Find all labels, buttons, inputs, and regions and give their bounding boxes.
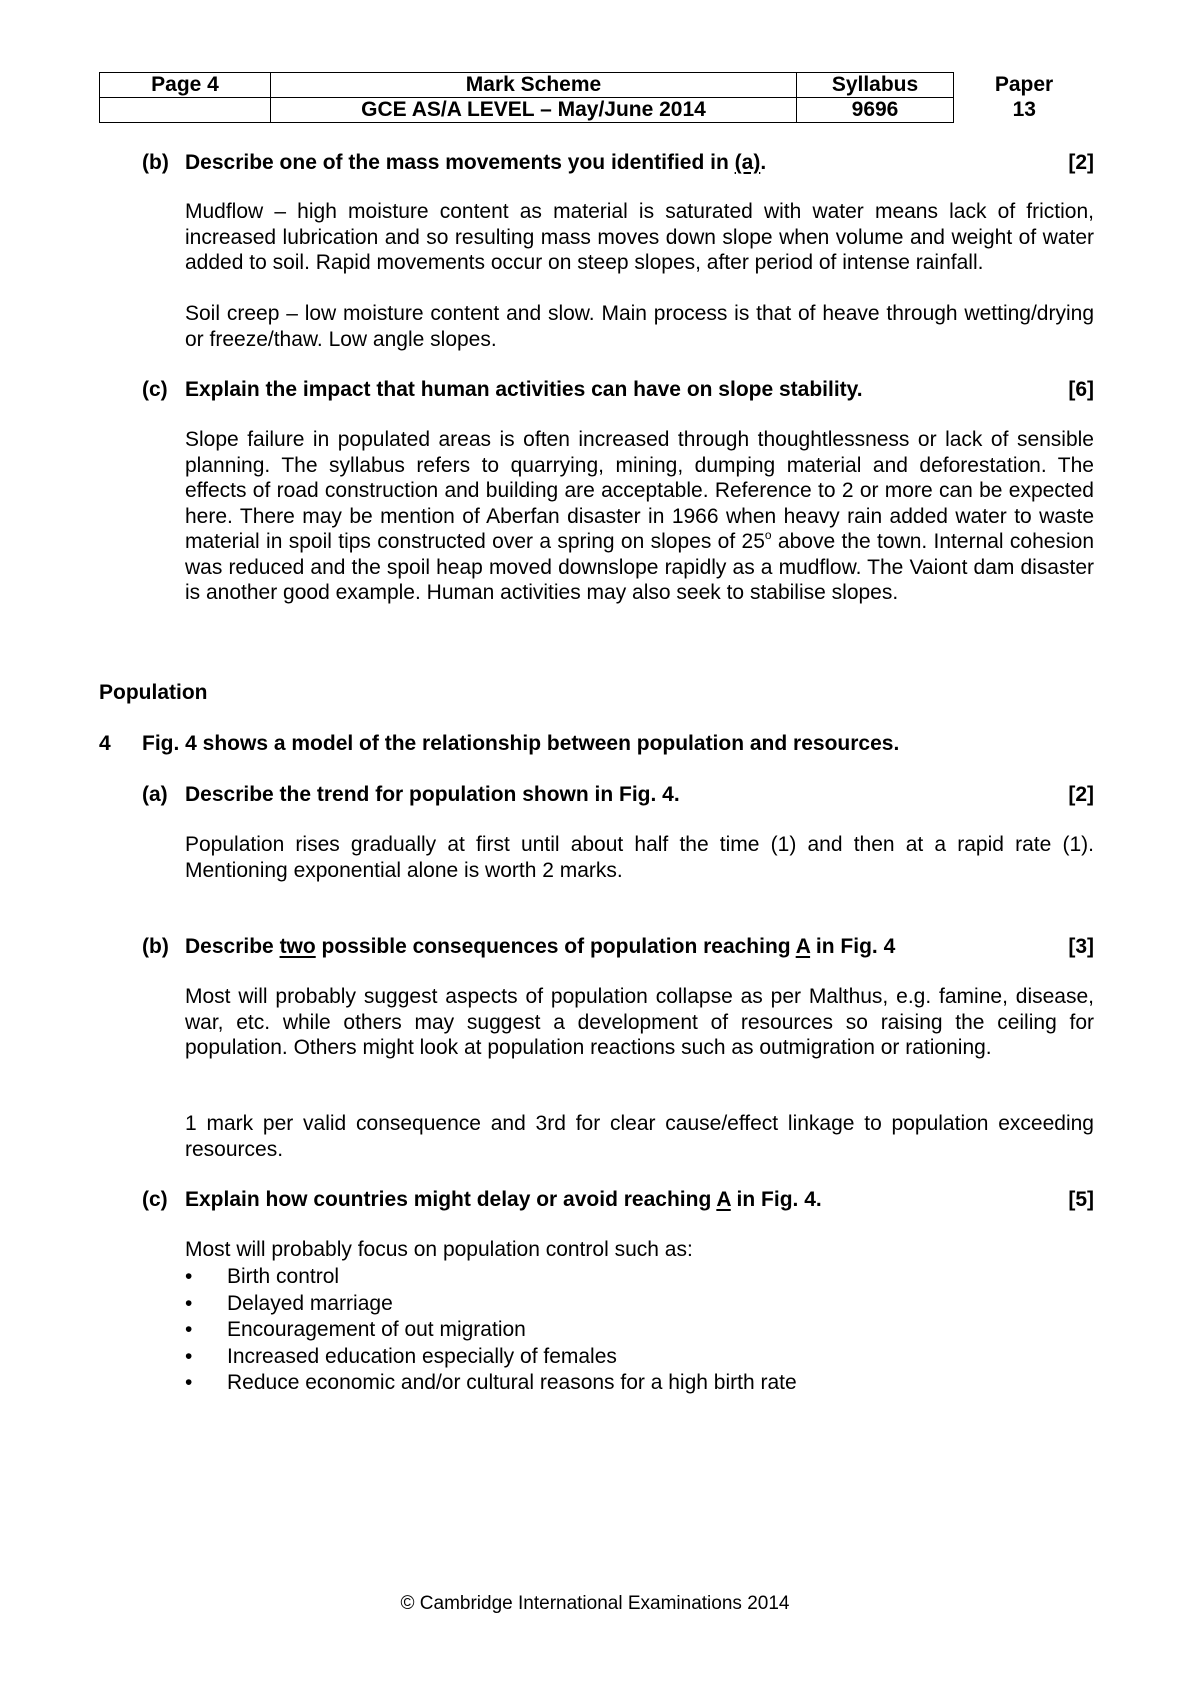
page-label: Page 4	[100, 73, 271, 98]
list-item: • Delayed marriage	[185, 1291, 797, 1318]
paper-number: 13	[1012, 98, 1036, 121]
q3c-label: (c)	[142, 378, 168, 401]
q4b-answer-consequences: Most will probably suggest aspects of population collapse as per Malthus, e.g. famine, disease, war, etc. while others may suggest a development of resources so raising the ceiling for population. Others might look at population reactions such as outmigration or rationing.	[185, 985, 1094, 1059]
q3b-question-post: .	[760, 151, 767, 174]
q3b-answer-mudflow: Mudflow – high moisture content as material is saturated with water means lack of friction, increased lubrication and so resulting mass moves down slope when volume and weight of water added to soil. Rapid movements occur on steep slopes, after period of intense rainfall.	[185, 200, 1094, 274]
q4c-label: (c)	[142, 1188, 168, 1211]
q4b-marks: [3]	[1068, 935, 1094, 958]
list-item: • Encouragement of out migration	[185, 1317, 797, 1344]
q4a-question: Describe the trend for population shown in Fig. 4.	[185, 783, 680, 806]
q3b-question	[185, 150, 766, 175]
q3b-marks: [2]	[1068, 151, 1094, 174]
exam-title: GCE AS/A LEVEL – May/June 2014	[271, 98, 797, 123]
header-table	[99, 72, 1095, 123]
copyright-footer: © Cambridge International Examinations 2014	[400, 1593, 790, 1614]
q4a-label: (a)	[142, 783, 168, 806]
q3c-answer-part1: Slope failure in populated areas is often increased through thoughtlessness or lack of sensible planning. The syllabus refers to quarrying, mining, dumping material and deforestation. The effects of road construction and building are acceptable. Reference to 2 or more can be expected here. There may be mention of Aberfan disaster in 1966 when heavy rain added water to waste material in spoil tips constructed over a spring on slopes of 25	[185, 428, 1094, 553]
q4b-question-a: A	[795, 935, 811, 958]
syllabus-label: Syllabus	[797, 73, 954, 98]
q3b-label: (b)	[142, 151, 169, 174]
q3c-answer	[185, 427, 1094, 606]
list-item: • Increased education especially of females	[185, 1344, 797, 1371]
q3b-question-pre: Describe one of the mass movements you identified in	[185, 151, 735, 174]
q4c-question	[185, 1187, 822, 1212]
q4c-question-a: A	[716, 1188, 731, 1211]
syllabus-code: 9696	[797, 98, 954, 123]
q4c-answer-intro: Most will probably focus on population control such as:	[185, 1238, 693, 1261]
q4c-bullet-list	[185, 1264, 797, 1397]
q3c-marks: [6]	[1068, 378, 1094, 401]
q4a-marks: [2]	[1068, 783, 1094, 806]
q4-stem: Fig. 4 shows a model of the relationship between population and resources.	[142, 732, 900, 755]
q4b-question	[185, 934, 895, 959]
q4b-question-post: in Fig. 4	[810, 935, 896, 958]
q4b-question-two: two	[279, 935, 316, 958]
q3c-question: Explain the impact that human activities can have on slope stability.	[185, 378, 863, 401]
q3b-question-ref: (a)	[734, 151, 761, 174]
paper-label: Paper	[994, 73, 1054, 96]
q4b-question-mid: possible consequences of population reaching	[315, 935, 796, 958]
header-empty-cell	[100, 98, 271, 123]
doc-title: Mark Scheme	[271, 73, 797, 98]
q4b-question-pre: Describe	[185, 935, 280, 958]
q3b-answer-soil-creep: Soil creep – low moisture content and slow. Main process is that of heave through wetting/drying or freeze/thaw. Low angle slopes.	[185, 302, 1094, 351]
section-title: Population	[99, 681, 208, 704]
degree-mark: o	[764, 528, 772, 542]
list-item: • Birth control	[185, 1264, 797, 1291]
q4-number: 4	[99, 732, 111, 755]
list-item: • Reduce economic and/or cultural reasons for a high birth rate	[185, 1370, 797, 1397]
q4b-answer-marking: 1 mark per valid consequence and 3rd for clear cause/effect linkage to population exceeding resources.	[185, 1112, 1094, 1161]
q4b-label: (b)	[142, 935, 169, 958]
q4c-question-post: in Fig. 4.	[730, 1188, 822, 1211]
q4c-question-pre: Explain how countries might delay or avoid reaching	[185, 1188, 717, 1211]
q4c-marks: [5]	[1068, 1188, 1094, 1211]
q4a-answer: Population rises gradually at first until about half the time (1) and then at a rapid rate (1). Mentioning exponential alone is worth 2 marks.	[185, 833, 1094, 882]
q3c-answer-part2: above the town. Internal cohesion was reduced and the spoil heap moved downslope rapidly as a mudflow. The Vaiont dam disaster is another good example. Human activities may also seek to stabilise slopes.	[185, 530, 1094, 604]
